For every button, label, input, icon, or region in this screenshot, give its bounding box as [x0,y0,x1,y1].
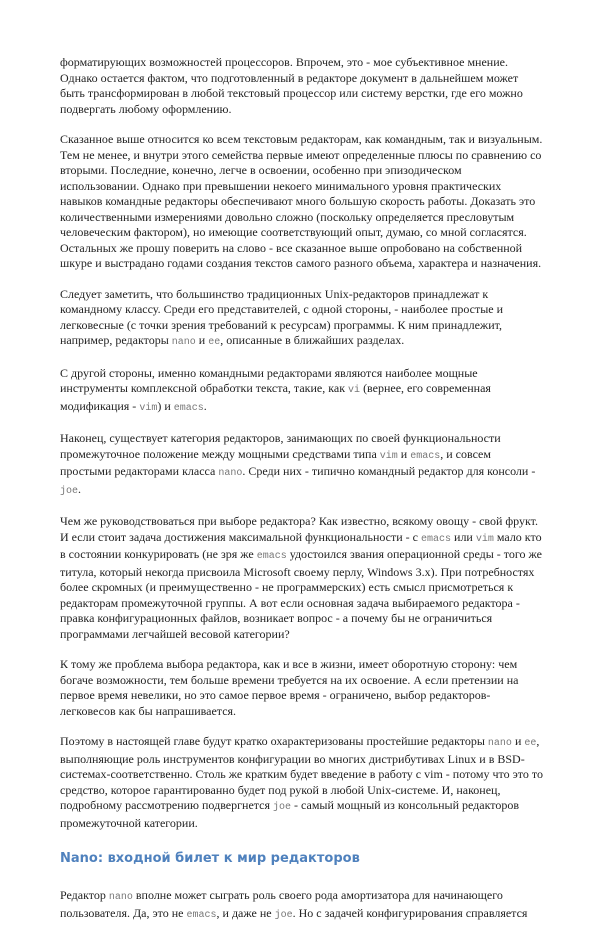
inline-code: nano [218,468,243,479]
text-run: С другой стороны, именно командными редакторами являются наиболее мощные инструменты комплексной обработки текста, такие, как [60,365,478,395]
text-run: форматирующих возможностей процессоров. Впрочем, это - мое субъективное мнение. Однако остается фактом, что подготовленный в редакторе документ в дальнейшем может быть трансформирован в любой текстовый процессор или систему верстки, где его можно подвергать любому оформлению. [60,55,523,116]
text-run: Редактор [60,888,109,902]
inline-code: joe [273,802,292,813]
inline-code: ee [524,738,537,749]
paragraph [60,657,543,719]
text-run: , описанные в ближайших разделах. [220,333,405,347]
text-run: , и даже не [216,905,275,920]
text-run: - самый мощный из консольный редакторов промежуточной категории. [60,798,520,830]
paragraph [60,514,543,642]
inline-code: nano [487,738,512,749]
text-run: и [511,734,525,748]
inline-code: emacs [421,533,452,545]
text-run: ) и [157,398,174,413]
final-paragraph [60,888,543,923]
inline-code: vim [379,450,398,462]
section-heading: Nano: входной билет к мир редакторов [60,851,360,866]
paragraph [60,366,543,417]
text-run: Следует заметить, что большинство традиционных Unix-редакторов принадлежат к командному классу. Среди его представителей, с одной стороны, - наиболее простые и легковесные (с точки зрения требований к ресурсам) программы. К ним принадлежит, например, редакторы [60,286,504,347]
inline-code: emacs [173,402,204,414]
text-run: Наконец, существует категория редакторов, занимающих по своей функциональности промежуточное положение между мощными средствами типа [60,431,501,461]
text-run: , выполняющие роль инструментов конфигурации во многих дистрибутивах Linux и в BSD-системах-соответственно. Столь же кратким будет введение в работу с vim - потому что это то средство, которое гарантированно будет под рукой в любой Unix-системе. И, наконец, подробному рассмотрению подвергнется [60,734,543,812]
text-run: Поэтому в настоящей главе будут кратко охарактеризованы простейшие редакторы [60,734,488,748]
text-run: или [451,529,476,544]
paragraphs-container [60,55,543,831]
paragraph [60,287,543,351]
text-run: . Но с задачей конфигурирования справляется [292,905,528,920]
inline-code: emacs [256,551,287,562]
document-body [60,55,543,938]
paragraph [60,734,543,831]
inline-code: nano [108,892,133,903]
text-run: . Среди них - типично командный редактор для консоли - [242,464,536,478]
paragraph [60,132,543,272]
inline-code: emacs [410,450,441,462]
text-run: К тому же проблема выбора редактора, как и все в жизни, имеет оборотную сторону: чем богаче возможности, тем больше времени требуется на их освоение. А если претензии на первое время невелики, но это самое первое время - ограничено, выбор редакторов-легковесов как бы напрашивается. [60,657,519,718]
paragraph [60,55,543,117]
text-run: Чем же руководствоваться при выборе редактора? Как известно, всякому овощу - свой фрукт. И если стоит задача достижения максимальной функциональности - с [60,514,539,544]
text-run: , и совсем простыми редакторами класса [60,446,491,478]
inline-code: emacs [186,909,217,921]
inline-code: ee [208,337,221,348]
text-run: вполне может сыграть роль своего рода амортизатора для начинающего пользователя. Да, это не [60,888,503,920]
paragraph [60,431,543,499]
text-run: и [195,333,209,347]
inline-code: joe [60,485,79,497]
text-run: мало кто в состоянии конкурировать (не зря же [60,529,542,561]
text-run: удостоился звания операционной среды - того же титула, который некогда присвоила Microsoft своему перлу, Windows 3.x). При потребностях более скромных (и преимущественно - не программерских) есть смысл присмотреться к редакторам промежуточной группы. А вот если основная задача выбираемого редактора - правка конфигурационных файлов, возникает вопрос - а почему бы не ограничиться программами легчайшей весовой категории? [60,547,542,641]
text-run: . [78,481,82,496]
inline-code: vim [475,533,494,545]
text-run: и [397,446,411,461]
text-run: . [203,398,207,413]
inline-code: joe [274,909,293,921]
text-run: (вернее, его современная модификация - [60,381,491,413]
inline-code: nano [171,337,196,348]
inline-code: vim [139,402,158,414]
text-run: Сказанное выше относится ко всем текстовым редакторам, как командным, так и визуальным. Тем не менее, и внутри этого семейства первые имеют определенные плюсы по сравнению со вторыми. Последние, конечно, легче в освоении, особенно при эпизодическом использовании. Однако при превышении некоего минимального уровня практических навыков командные редакторы обеспечивают много большую скорость работы. Доказать это количественными измерениями довольно сложно (поскольку определяется пресловутым человеческим фактором), но имеющие соответствующий опыт, думаю, со мной согласятся. Остальных же прошу поверить на слово - все сказанное выше опробовано на собственной шкуре и выстрадано годами создания текстов самого разного объема, характера и назначения. [60,132,543,270]
inline-code: vi [348,385,361,396]
